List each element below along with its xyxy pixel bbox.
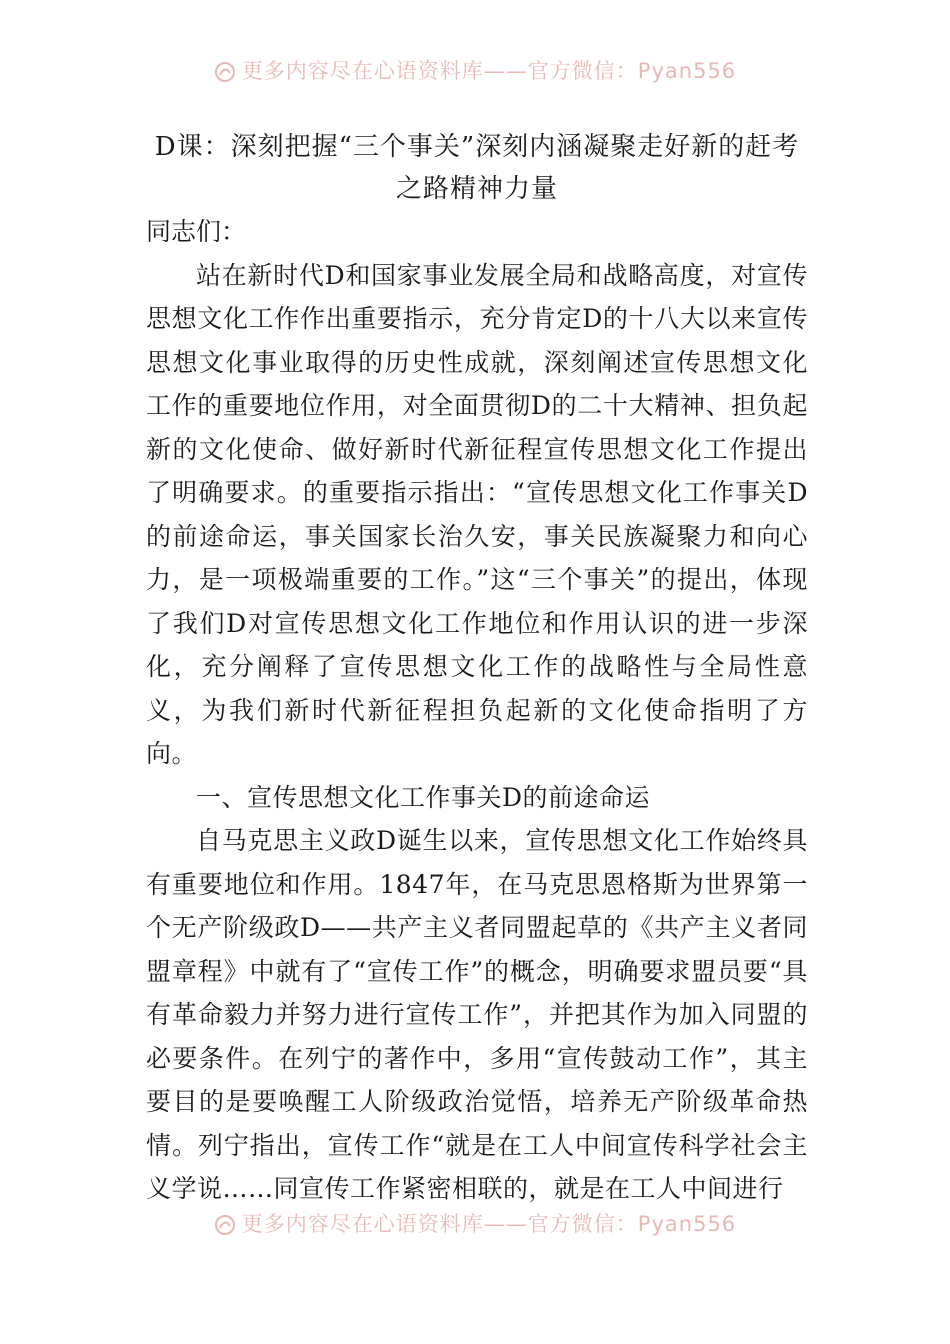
document-title: D课：深刻把握“三个事关”深刻内涵凝聚走好新的赶考之路精神力量 xyxy=(154,132,800,204)
paragraph-2: 自马克思主义政D诞生以来，宣传思想文化工作始终具有重要地位和作用。1847年，在马克思恩格斯为世界第一个无产阶级政D——共产主义者同盟起草的《共产主义者同盟章程》中就有了“宣传工作”的概念，明确要求盟员要“具有革命毅力并努力进行宣传工作”，并把其作为加入同盟的必要条件。在列宁的著作中，多用“宣传鼓动工作”，其主要目的是要唤醒工人阶级政治觉悟，培养无产阶级革命热情。列宁指出，宣传工作“就是在工人中间宣传科学社会主义学说……同宣传工作紧密相联的，就是在工人中间进行 xyxy=(146,826,808,1203)
salutation: 同志们： xyxy=(146,217,247,246)
footer-watermark xyxy=(0,1209,950,1239)
section-heading-1: 一、宣传思想文化工作事关D的前途命运 xyxy=(196,782,651,812)
header-watermark xyxy=(0,56,950,86)
watermark-logo-icon xyxy=(214,61,236,83)
document-body xyxy=(146,126,808,1211)
watermark-logo-icon xyxy=(214,1214,236,1236)
paragraph-1: 站在新时代D和国家事业发展全局和战略高度，对宣传思想文化工作作出重要指示，充分肯定D的十八大以来宣传思想文化事业取得的历史性成就，深刻阐述宣传思想文化工作的重要地位作用，对全面贯彻D的二十大精神、担负起新的文化使命、做好新时代新征程宣传思想文化工作提出了明确要求。的重要指示指出：“宣传思想文化工作事关D的前途命运，事关国家长治久安，事关民族凝聚力和向心力，是一项极端重要的工作。”这“三个事关”的提出，体现了我们D对宣传思想文化工作地位和作用认识的进一步深化，充分阐释了宣传思想文化工作的战略性与全局性意义，为我们新时代新征程担负起新的文化使命指明了方向。 xyxy=(146,260,808,768)
footer-watermark-text: 更多内容尽在心语资料库——官方微信：Pyan556 xyxy=(241,1212,737,1236)
header-watermark-text: 更多内容尽在心语资料库——官方微信：Pyan556 xyxy=(241,59,737,83)
